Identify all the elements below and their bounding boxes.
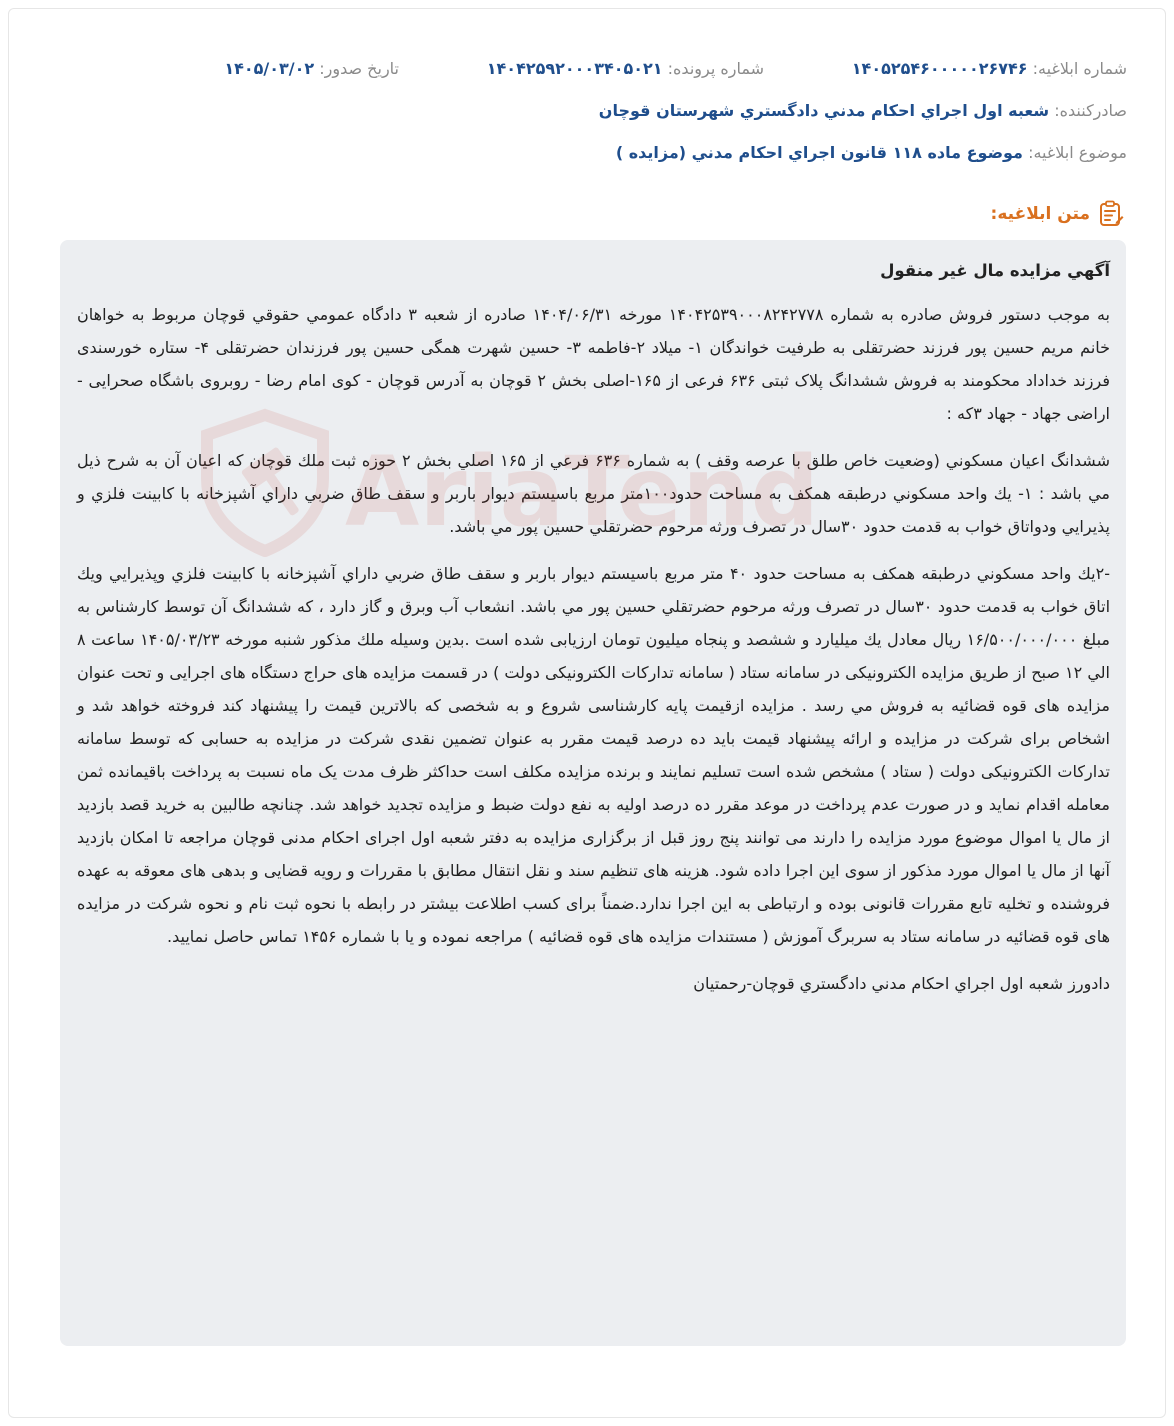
notice-paragraph-2: ششدانگ اعيان مسكوني (وضعيت خاص طلق با عرصه وقف ) به شماره ۶۳۶ فرعي از ۱۶۵ اصلي بخش ۲ حوزه ثبت ملك قوچان كه اعيان آن به شرح ذيل مي باشد : ۱- يك واحد مسكوني درطبقه همكف به مساحت حدود۱۰۰متر مربع باسيستم ديوار باربر و سقف طاق ضربي داراي آشپزخانه با كابينت فلزي و پذيرايي ودواتاق خواب به قدمت حدود ۳۰سال در تصرف ورثه مرحوم حضرتقلي حسين پور مي باشد. [77, 451, 1110, 536]
case-number-value: ۱۴۰۴۲۵۹۲۰۰۰۳۴۰۵۰۲۱ [486, 59, 663, 78]
subject [616, 136, 1127, 170]
issuer [599, 94, 1127, 128]
document-text-icon [1098, 200, 1124, 228]
issue-date-label: تاریخ صدور: [319, 59, 399, 78]
subject-label: موضوع ابلاغیه: [1028, 143, 1127, 162]
header-row-issuer [0, 94, 1174, 128]
notice-body [77, 256, 1110, 1014]
notice-number [852, 52, 1127, 86]
notice-panel [60, 240, 1126, 1346]
case-number [487, 52, 764, 86]
issuer-value: شعبه اول اجراي احكام مدني دادگستري شهرستان قوچان [598, 101, 1050, 120]
notice-paragraph-3: -۲يك واحد مسكوني درطبقه همكف به مساحت حدود ۴۰ متر مربع باسيستم ديوار باربر و سقف طاق ضربي داراي آشپزخانه با كابينت فلزي وپذيرايي ويك اتاق خواب به قدمت حدود ۳۰سال در تصرف ورثه مرحوم حضرتقلي حسين پور مي باشد. انشعاب آب وبرق و گاز دارد ، كه ششدانگ آن توسط كارشناس به مبلغ ۱۶/۵۰۰/۰۰۰/۰۰۰ ريال معادل يك ميليارد و ششصد و پنجاه ميليون تومان ارزيابی شده است .بدين وسيله ملك مذكور شنبه مورخه ۱۴۰۵/۰۳/۲۳ ساعت ۸ الي ۱۲ صبح از طريق مزايده الكترونيكی در سامانه ستاد ( سامانه تداركات الكترونيكی دولت ) در قسمت مزايده های حراج دستگاه های اجرايی و تحت عنوان مزايده های قوه قضائيه به فروش مي رسد . مزايده ازقيمت پايه كارشناسی شروع و به شخصی كه بالاترين قيمت را پيشنهاد كند فروخته خواهد شد و اشخاص برای شركت در مزايده و ارائه پيشنهاد قيمت بايد ده درصد قيمت مقرر به عنوان تضمين نقدی شركت در مزايده به حسابی كه توسط سامانه تداركات الكترونيكی دولت ( ستاد ) مشخص شده است تسليم نمايند و برنده مزايده مكلف است حداكثر ظرف مدت يک ماه نسبت به پرداخت باقيمانده ثمن معامله اقدام نمايد و در صورت عدم پرداخت در موعد مقرر ده درصد اوليه به نفع دولت ضبط و مزايده تجديد خواهد شد. چنانچه طالبين به خريد قصد بازديد از مال يا اموال موضوع مورد مزايده را دارند می توانند پنج روز قبل از برگزاری مزايده به دفتر شعبه اول اجرای احکام مدنی قوچان مراجعه تا امكان بازديد آنها از مال يا اموال مورد مذكور از سوی اين اجرا داده شود. هزينه های تنظيم سند و نقل انتقال مطابق با مقررات و رويه قضايی و بدهی های معوقه به عهده فروشنده و تخليه تابع مقررات قانونی بوده و ارتباطی به اين اجرا ندارد.ضمناً برای كسب اطلاعت بيشتر در رابطه با نحوه ثبت نام و نحوه شركت در مزايده های قوه قضائيه در سامانه ستاد به سربرگ آموزش ( مستندات مزايده های قوه قضائيه ) مراجعه نموده و يا با شماره ۱۴۵۶ تماس حاصل نماييد. [77, 564, 1111, 946]
notice-number-label: شماره ابلاغیه: [1032, 59, 1127, 78]
header-row-ids [0, 52, 1174, 86]
issue-date [224, 52, 399, 86]
subject-value: موضوع ماده ۱۱۸ قانون اجراي احكام مدني (مزايده ) [615, 143, 1023, 162]
header-row-subject [0, 136, 1174, 170]
issuer-label: صادرکننده: [1054, 101, 1127, 120]
notice-number-value: ۱۴۰۵۲۵۴۶۰۰۰۰۰۲۶۷۴۶ [851, 59, 1028, 78]
section-title [991, 198, 1124, 230]
notice-paragraph-1: به موجب دستور فروش صادره به شماره ۱۴۰۴۲۵۳۹۰۰۰۸۲۴۲۷۷۸ مورخه ۱۴۰۴/۰۶/۳۱ صادره از شعبه ۳ دادگاه عمومي حقوقي قوچان مربوط به خواهان خانم مریم حسین پور فرزند حضرتقلی به طرفیت خواندگان ۱- میلاد ۲-فاطمه ۳- حسین شهرت همگی حسین پور فرزندان حضرتقلی ۴- ستاره خورسندی فرزند خداداد محکومند به فروش ششدانگ پلاک ثبتی ۶۳۶ فرعی از ۱۶۵-اصلی بخش ۲ قوچان به آدرس قوچان - کوی امام رضا - روبروی باشگاه صحرایی - اراضی جهاد - جهاد ۳که : [77, 305, 1111, 423]
notice-heading: آگهي مزايده مال غير منقول [880, 261, 1110, 280]
section-title-text: متن ابلاغیه: [990, 204, 1090, 224]
issue-date-value: ۱۴۰۵/۰۳/۰۲ [224, 59, 315, 78]
case-number-label: شماره پرونده: [667, 59, 764, 78]
notice-signature: دادورز شعبه اول اجراي احكام مدني دادگستري قوچان-رحمتيان [693, 974, 1110, 993]
